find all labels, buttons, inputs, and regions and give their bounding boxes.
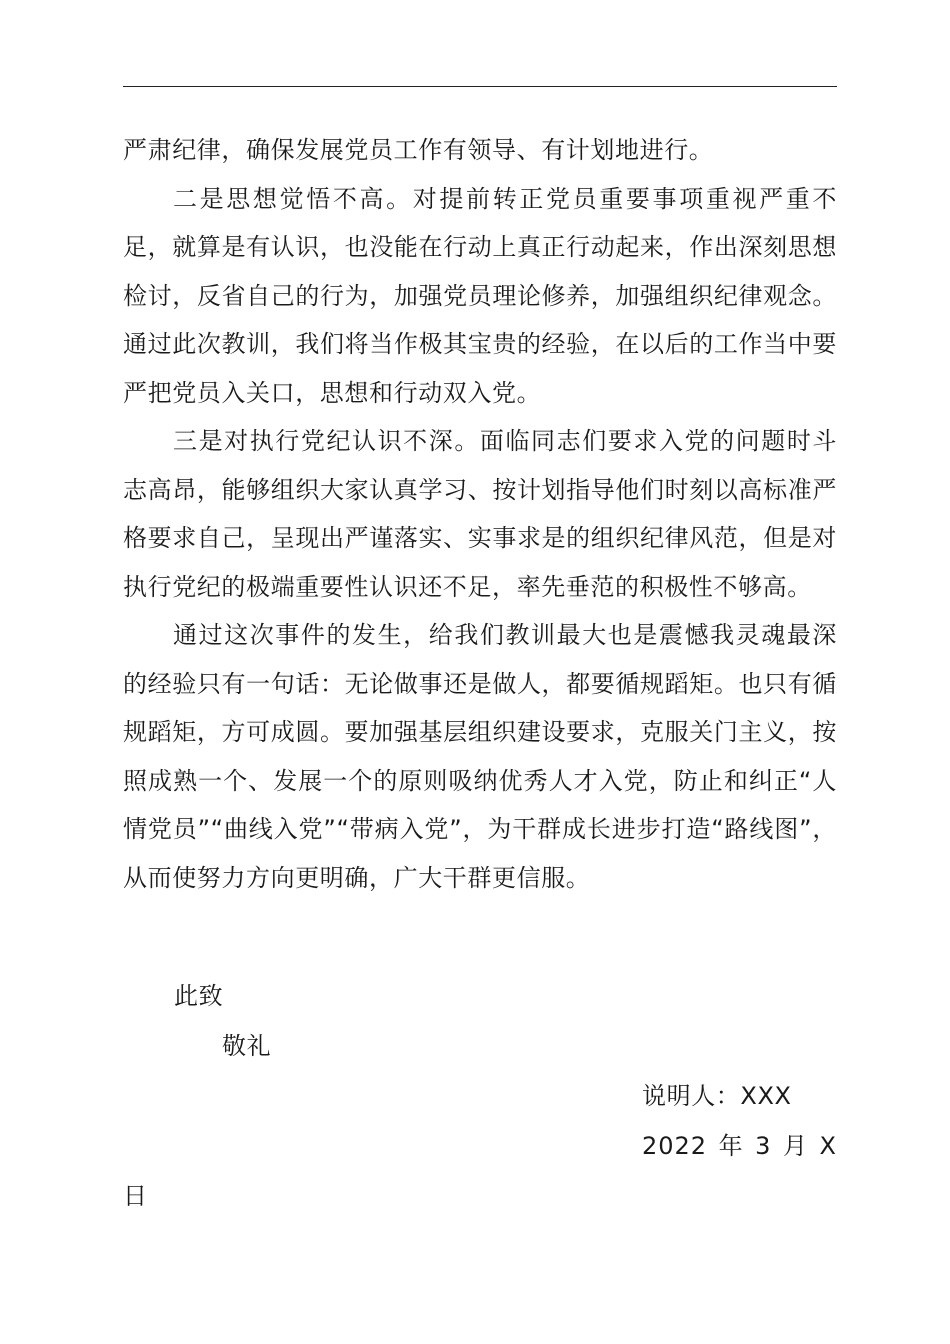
paragraph-point-three: 三是对执行党纪认识不深。面临同志们要求入党的问题时斗志高昂，能够组织大家认真学习、按计划指导他们时刻以高标准严格要求自己，呈现出严谨落实、实事求是的组织纪律风范，但是对执行党纪的极端重要性认识还不足，率先垂范的积极性不够高。: [123, 427, 837, 601]
date-year-unit: 年: [718, 1132, 744, 1160]
signer-name: 说明人：XXX: [642, 1082, 792, 1110]
closing-salutation: 此致: [174, 982, 224, 1010]
paragraph-continuation: 严肃纪律，确保发展党员工作有领导、有计划地进行。: [123, 136, 714, 164]
document-body: [123, 126, 837, 902]
date-month: 3: [755, 1132, 772, 1160]
signature-date: [642, 1122, 837, 1170]
paragraph-point-two: 二是思想觉悟不高。对提前转正党员重要事项重视严重不足，就算是有认识，也没能在行动上真正行动起来，作出深刻思想检讨，反省自己的行为，加强党员理论修养，加强组织纪律观念。通过此次教训，我们将当作极其宝贵的经验，在以后的工作当中要严把党员入关口，思想和行动双入党。: [123, 184, 837, 407]
date-day: X: [819, 1132, 837, 1160]
date-month-unit: 月: [783, 1132, 808, 1160]
date-year: 2022: [642, 1132, 708, 1160]
paragraph-conclusion: 通过这次事件的发生，给我们教训最大也是震憾我灵魂最深的经验只有一句话：无论做事还是做人，都要循规蹈矩。也只有循规蹈矩，方可成圆。要加强基层组织建设要求，克服关门主义，按照成熟一个、发展一个的原则吸纳优秀人才入党，防止和纠正“人情党员”“曲线入党”“带病入党”，为干群成长进步打造“路线图”，从而使努力方向更明确，广大干群更信服。: [123, 621, 837, 892]
closing-regards: 敬礼: [222, 1032, 272, 1060]
header-rule: [123, 86, 837, 87]
date-day-unit: 日: [123, 1182, 147, 1210]
